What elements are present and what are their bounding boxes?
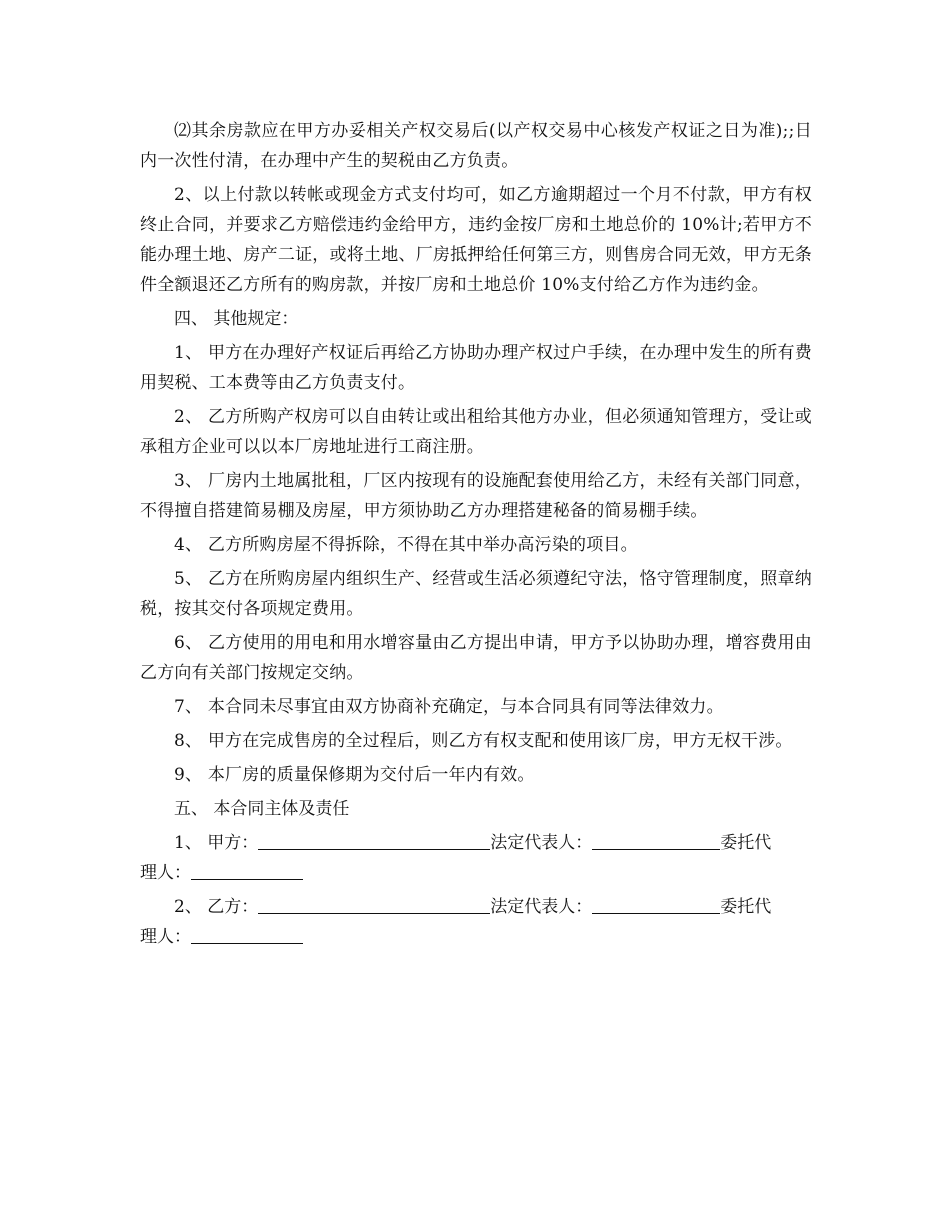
section-heading-parties: 五、 本合同主体及责任: [174, 799, 350, 819]
rule-item-3: 3、 厂房内土地属批租，厂区内按现有的设施配套使用给乙方，未经有关部门同意，不得擅自搭建简易棚及房屋，甲方须协助乙方办理搭建秘备的简易棚手续。: [140, 471, 812, 521]
party-b-legal-rep-blank[interactable]: [592, 895, 720, 914]
signature-block-party-b: [140, 892, 812, 952]
rule-item-2: 2、 乙方所购产权房可以自由转让或出租给其他方办业，但必须通知管理方，受让或承租方企业可以以本厂房地址进行工商注册。: [140, 407, 812, 457]
contract-body: [140, 116, 812, 952]
paragraph-payment-method: 2、以上付款以转帐或现金方式支付均可，如乙方逾期超过一个月不付款，甲方有权终止合同，并要求乙方赔偿违约金给甲方，违约金按厂房和土地总价的 10%计;若甲方不能办理土地、房产二证，或将土地、厂房抵押给任何第三方，则售房合同无效，甲方无条件全额退还乙方所有的购房款，并按厂房和土地总价 10%支付给乙方作为违约金。: [140, 185, 812, 295]
party-a-name-blank[interactable]: [258, 831, 490, 850]
rule-item-7: 7、 本合同未尽事宜由双方协商补充确定，与本合同具有同等法律效力。: [174, 697, 724, 717]
rule-item-4: 4、 乙方所购房屋不得拆除，不得在其中举办高污染的项目。: [174, 535, 638, 555]
party-b-line: [140, 892, 812, 922]
party-a-legal-rep-blank[interactable]: [592, 831, 720, 850]
agent-label-start: 委托代: [720, 897, 772, 917]
party-a-agent-blank[interactable]: [191, 861, 303, 880]
signature-block-party-a: [140, 828, 812, 888]
legal-rep-label: 法定代表人：: [490, 833, 593, 853]
rule-item-5: 5、 乙方在所购房屋内组织生产、经营或生活必须遵纪守法，恪守管理制度，照章纳税，按其交付各项规定费用。: [140, 569, 812, 619]
party-a-line: [140, 828, 812, 858]
agent-label-end: 理人：: [140, 863, 191, 883]
rule-item-1: 1、 甲方在办理好产权证后再给乙方协助办理产权过户手续，在办理中发生的所有费用契税、工本费等由乙方负责支付。: [140, 343, 812, 393]
agent-label-end: 理人：: [140, 927, 191, 947]
rule-item-9: 9、 本厂房的质量保修期为交付后一年内有效。: [174, 765, 535, 785]
agent-label-start: 委托代: [720, 833, 772, 853]
rule-item-8: 8、 甲方在完成售房的全过程后，则乙方有权支配和使用该厂房，甲方无权干涉。: [174, 731, 793, 751]
party-b-label: 2、 乙方：: [174, 897, 259, 917]
party-a-agent-line: [140, 858, 812, 888]
section-heading-other-rules: 四、 其他规定：: [174, 309, 299, 329]
party-b-agent-blank[interactable]: [191, 925, 303, 944]
paragraph-remaining-payment: ⑵其余房款应在甲方办妥相关产权交易后(以产权交易中心核发产权证之日为准);;日内一次性付清，在办理中产生的契税由乙方负责。: [140, 121, 812, 171]
rule-item-6: 6、 乙方使用的用电和用水增容量由乙方提出申请，甲方予以协助办理，增容费用由乙方向有关部门按规定交纳。: [140, 633, 812, 683]
party-a-label: 1、 甲方：: [174, 833, 259, 853]
party-b-agent-line: [140, 922, 812, 952]
party-b-name-blank[interactable]: [258, 895, 490, 914]
legal-rep-label: 法定代表人：: [490, 897, 593, 917]
